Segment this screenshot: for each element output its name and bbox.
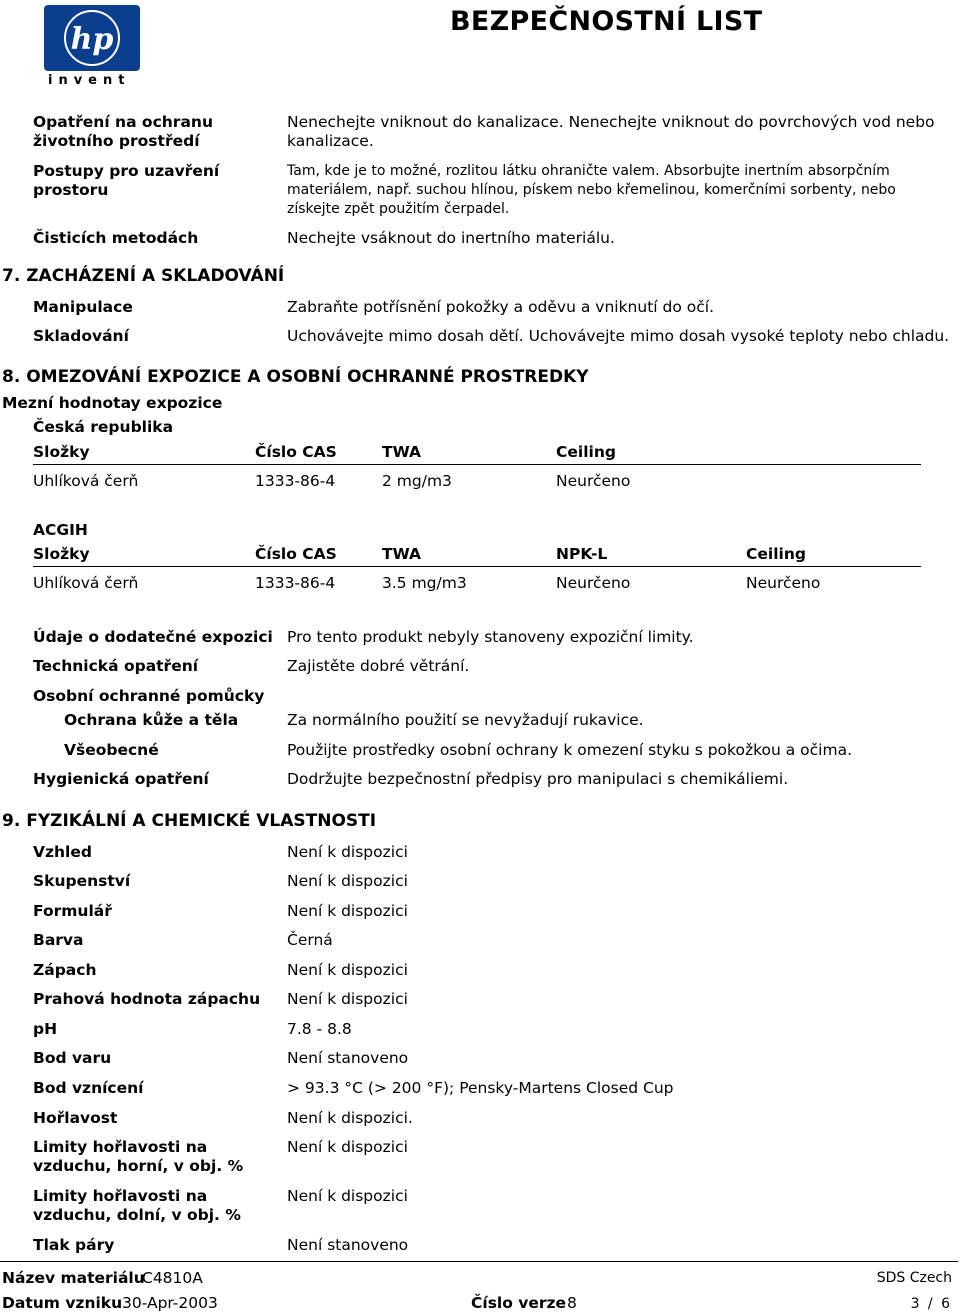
s9-value-boiling-point: Není stanoveno: [287, 1049, 409, 1067]
s9-label-lower-limit: Limity hořlavosti na vzduchu, dolní, v obj. %: [33, 1187, 241, 1224]
s6-value-cleanup: Nechejte vsáknout do inertního materiálu.: [287, 229, 615, 247]
s8-label-ppe: Osobní ochranné pomůcky: [33, 687, 265, 705]
table2-col-components: Složky: [33, 545, 90, 563]
footer-date-label: Datum vzniku: [2, 1294, 123, 1312]
s9-label-odor: Zápach: [33, 961, 97, 979]
table2-cell-twa: 3.5 mg/m3: [382, 574, 467, 592]
s8-value-general: Použijte prostředky osobní ochrany k omezení styku s pokožkou a očima.: [287, 741, 853, 759]
s8-value-extra-exposure: Pro tento produkt nebyly stanoveny expoziční limity.: [287, 628, 694, 646]
s9-value-upper-limit: Není k dispozici: [287, 1138, 408, 1156]
section-7-title: 7. ZACHÁZENÍ A SKLADOVÁNÍ: [2, 266, 285, 286]
s9-value-odor-threshold: Není k dispozici: [287, 990, 408, 1008]
logo-tagline: invent: [48, 73, 131, 88]
s7-label-storage: Skladování: [33, 327, 129, 345]
table1-col-ceiling: Ceiling: [556, 443, 616, 461]
s8-label-hygiene: Hygienická opatření: [33, 770, 209, 788]
footer-page-number: 3 / 6: [910, 1296, 952, 1312]
s8-exposure-limits-subtitle: Mezní hodnotay expozice: [2, 394, 223, 412]
s8-label-extra-exposure: Údaje o dodatečné expozici: [33, 628, 273, 646]
s9-label-appearance: Vzhled: [33, 843, 92, 861]
section-9-title: 9. FYZIKÁLNÍ A CHEMICKÉ VLASTNOSTI: [2, 811, 377, 831]
s6-value-containment: Tam, kde je to možné, rozlitou látku ohraničte valem. Absorbujte inertním absorpčním materiálem, např. suchou hlínou, pískem nebo křemelinou, komerčními sorbenty, nebo získejte zpět použitím čerpadel.: [287, 163, 896, 217]
s6-label-containment: Postupy pro uzavření prostoru: [33, 162, 220, 199]
table1-cell-twa: 2 mg/m3: [382, 472, 452, 490]
s9-label-color: Barva: [33, 931, 84, 949]
table2-header-rule: [33, 566, 921, 567]
s9-label-state: Skupenství: [33, 872, 131, 890]
table1-col-cas: Číslo CAS: [255, 443, 337, 461]
footer-product-label: Název materiálu: [2, 1269, 145, 1287]
s9-value-state: Není k dispozici: [287, 872, 408, 890]
footer-rule: [0, 1261, 958, 1262]
s9-value-color: Černá: [287, 931, 333, 949]
table1-cell-component: Uhlíková čerň: [33, 472, 139, 490]
s8-value-technical: Zajistěte dobré větrání.: [287, 657, 470, 675]
s9-value-lower-limit: Není k dispozici: [287, 1187, 408, 1205]
footer-date-value: 30-Apr-2003: [122, 1294, 218, 1312]
table2-col-cas: Číslo CAS: [255, 545, 337, 563]
s8-value-skin: Za normálního použití se nevyžadují rukavice.: [287, 711, 644, 729]
s9-label-vapor-pressure: Tlak páry: [33, 1236, 115, 1254]
s9-value-flammability: Není k dispozici.: [287, 1109, 413, 1127]
s7-value-storage: Uchovávejte mimo dosah dětí. Uchovávejte mimo dosah vysoké teploty nebo chladu.: [287, 327, 950, 345]
footer-sds-label: SDS Czech: [876, 1270, 952, 1286]
s9-label-ph: pH: [33, 1020, 58, 1038]
hp-logo-mark: hp: [64, 10, 120, 66]
table2-col-twa: TWA: [382, 545, 421, 563]
s6-label-cleanup: Čisticích metodách: [33, 229, 199, 247]
section-8-title: 8. OMEZOVÁNÍ EXPOZICE A OSOBNÍ OCHRANNÉ PROSTREDKY: [2, 367, 589, 387]
s9-value-vapor-pressure: Není stanoveno: [287, 1236, 409, 1254]
s9-label-boiling-point: Bod varu: [33, 1049, 112, 1067]
table1-col-components: Složky: [33, 443, 90, 461]
s8-value-hygiene: Dodržujte bezpečnostní předpisy pro manipulaci s chemikáliemi.: [287, 770, 789, 788]
s9-label-form: Formulář: [33, 902, 112, 920]
s9-label-upper-limit: Limity hořlavosti na vzduchu, horní, v obj. %: [33, 1138, 244, 1175]
s9-value-appearance: Není k dispozici: [287, 843, 408, 861]
s9-value-ph: 7.8 - 8.8: [287, 1020, 352, 1038]
s6-label-environment: Opatření na ochranu životního prostředí: [33, 113, 213, 150]
table1-header-rule: [33, 464, 921, 465]
table2-col-ceiling: Ceiling: [746, 545, 806, 563]
s9-label-odor-threshold: Prahová hodnota zápachu: [33, 990, 261, 1008]
s7-label-handling: Manipulace: [33, 298, 133, 316]
table1-heading: Česká republika: [33, 418, 174, 436]
table2-cell-ceiling: Neurčeno: [746, 574, 821, 592]
s9-value-flash-point: > 93.3 °C (> 200 °F); Pensky-Martens Closed Cup: [287, 1079, 674, 1097]
footer-product-value: C4810A: [142, 1269, 203, 1287]
table1-cell-cas: 1333-86-4: [255, 472, 336, 490]
table2-cell-cas: 1333-86-4: [255, 574, 336, 592]
table2-heading: ACGIH: [33, 521, 88, 539]
footer-version-label: Číslo verze: [471, 1294, 567, 1312]
s7-value-handling: Zabraňte potřísnění pokožky a oděvu a vniknutí do očí.: [287, 298, 715, 316]
table2-cell-npkl: Neurčeno: [556, 574, 631, 592]
table2-col-npkl: NPK-L: [556, 545, 608, 563]
footer-version-value: 8: [567, 1294, 577, 1312]
table1-cell-ceiling: Neurčeno: [556, 472, 631, 490]
s8-label-general: Všeobecné: [64, 741, 159, 759]
s9-value-form: Není k dispozici: [287, 902, 408, 920]
s9-label-flash-point: Bod vznícení: [33, 1079, 144, 1097]
s9-value-odor: Není k dispozici: [287, 961, 408, 979]
table1-col-twa: TWA: [382, 443, 421, 461]
document-title: BEZPEČNOSTNÍ LIST: [450, 6, 763, 37]
s9-label-flammability: Hořlavost: [33, 1109, 118, 1127]
s8-label-technical: Technická opatření: [33, 657, 199, 675]
hp-logo: [44, 5, 140, 71]
table2-cell-component: Uhlíková čerň: [33, 574, 139, 592]
s6-value-environment: Nenechejte vniknout do kanalizace. Nenechejte vniknout do povrchových vod nebo kanalizace.: [287, 113, 935, 150]
s8-label-skin: Ochrana kůže a těla: [64, 711, 239, 729]
